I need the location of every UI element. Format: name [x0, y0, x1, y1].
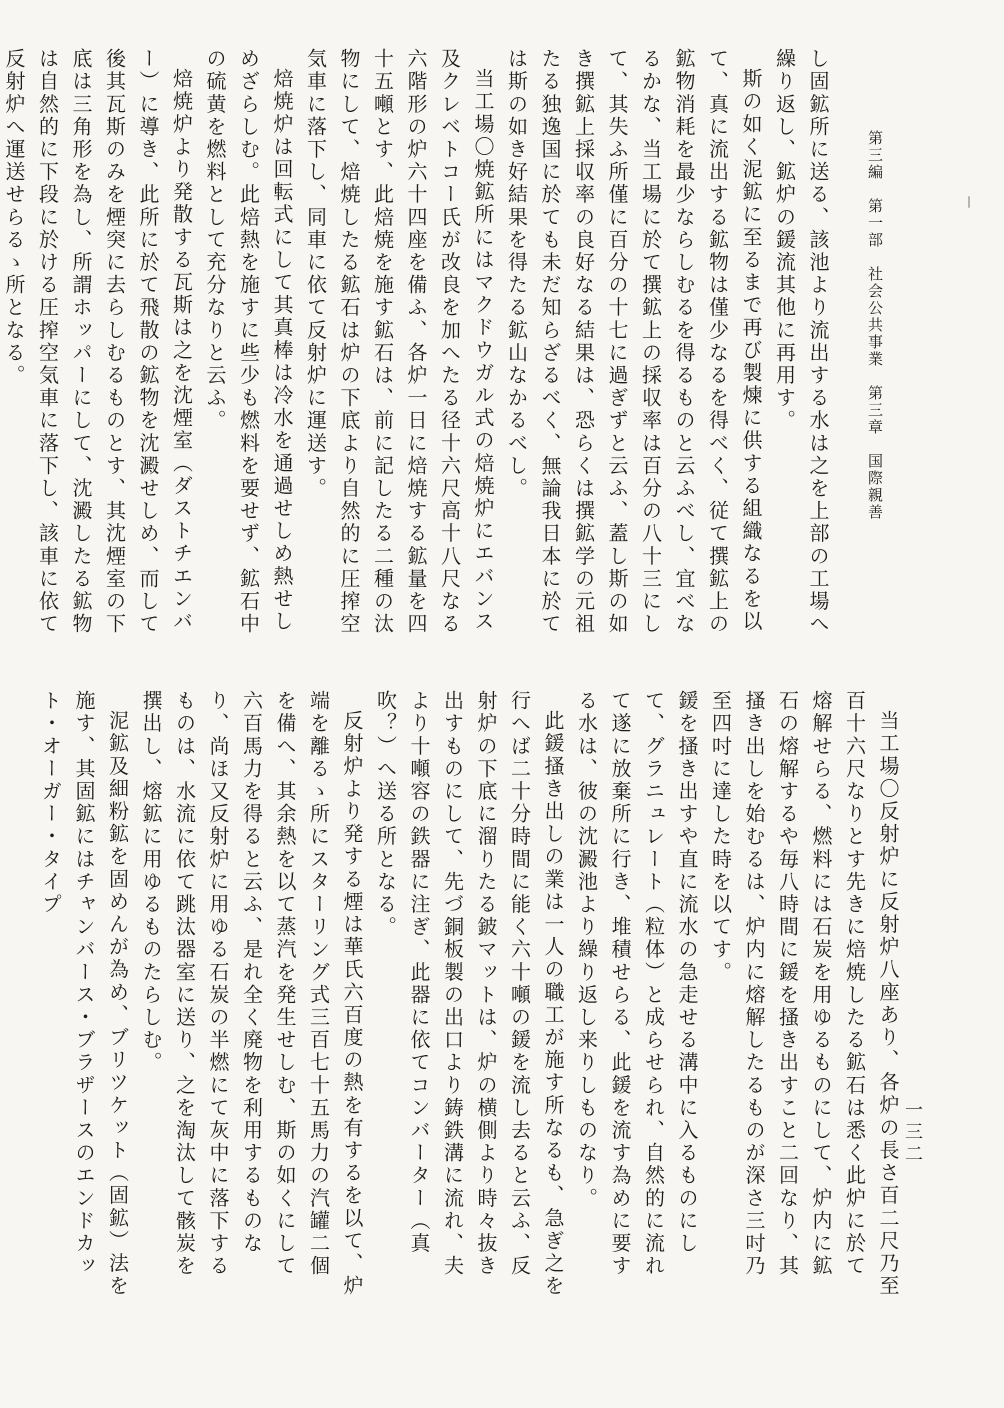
paragraph: 焙焼炉より発散する瓦斯は之を沈煙室（ダストチエンバー）に導き、此所に於て飛散の鉱物を沈澱せしめ、而して後其瓦斯のみを煙突に去らしむるものとす、其沈煙室の下底は三角形を為し、所謂ホッパーにして、沈澱したる鉱物は自然的に下段に於ける圧搾空気車に落下し、該車に依て反射炉へ運送せらるゝ所となる。 — [2, 48, 194, 636]
running-header: 第三編 第一部 社会公共事業 第三章 国際親善 — [866, 130, 884, 521]
paragraph: 焙焼炉は回転式にして其真棒は冷水を通過せしめ熱せしめざらしむ。此焙熱を施すに些少も燃料を要せず、鉱石中の硫黄を燃料として充分なりと云ふ。 — [203, 48, 294, 636]
paragraph: 当工場〇焼鉱所にはマクドウガル式の焙焼炉にエバンス及クレベトコー氏が改良を加へたる径十六尺高十八尺なる六階形の炉六十四座を備ふ、各炉一日に焙焼する鉱量を四十五噸とす、此焙焼を施す鉱石は、前に記したる二種の汰物にして、焙焼したる鉱石は炉の下底より自然的に圧搾空気車に落下し、同車に依て反射炉に運送す。 — [303, 48, 495, 636]
paragraph: 反射炉より発する煙は華氏六百度の熱を有するを以て、炉端を離るゝ所にスターリング式三百七十五馬力の汽罐二個を備へ、其余熱を以て蒸汽を発生せしむ、斯の如くにして六百馬力を得ると云ふ、是れ全く廃物を利用するものなり、尚ほ又反射炉に用ゆる石炭の半燃にて灰中に落下するものは、水流に依て跳汰器室に送り、之を淘汰して骸炭を撰出し、熔鉱に用ゆるものたらしむ。 — [139, 690, 364, 1298]
paragraph: 斯の如く泥鉱に至るまで再び製煉に供する組織なるを以て、真に流出する鉱物は僅少なるを得べく、従て撰鉱上の鉱物消耗を最少ならしむるを得るものと云ふべし、宜べなるかな、当工場に於て撰鉱上の採収率は百分の八十三にして、其失ふ所僅に百分の十七に過ぎずと云ふ、蓋し斯の如き撰鉱上採収率の良好なる結果は、恐らくは撰鉱学の元祖たる独逸国に於ても未だ知らざるべく、無論我日本に於ては斯の如き好結果を得たる鉱山なかるべし。 — [504, 48, 763, 636]
page-number: 一三二 — [902, 1100, 923, 1166]
scan-mark — [968, 196, 970, 208]
top-text-block — [2, 48, 834, 640]
paragraph: し固鉱所に送る、該池より流出する水は之を上部の工場へ繰り返し、鉱炉の鍰流其他に再用す。 — [772, 48, 830, 636]
paragraph: 此鍰搔き出しの業は一人の職工が施す所なるも、急ぎ之を行へば二十分時間に能く六十噸の鍰を流し去ると云ふ、反射炉の下底に溜りたる鈹マットは、炉の横側より時々抜き出すものにして、先づ銅板製の出口より鋳鉄溝に流れ、夫より十噸容の鉄器に注ぎ、此器に依てコンバーター（真吹？）へ送る所となる。 — [373, 690, 565, 1298]
paragraph: 当工場〇反射炉に反射炉八座あり、各炉の長さ百二尺乃至百十六尺なりとす先きに焙焼したる鉱石は悉く此炉に於て熔解せらる、燃料には石炭を用ゆるものにして、炉内に鉱石の熔解するや毎八時間に鍰を搔き出すこと二回なり、其搔き出しを始むるは、炉内に熔解したるものが深さ三吋乃至四吋に達した時を以てす。 — [708, 690, 900, 1298]
paragraph: 鍰を搔き出すや直に流水の急走せる溝中に入るものにして、グラニュレート（粒体）と成らせられ、自然的に流れて遂に放棄所に行き、堆積せらる、此鍰を流す為めに要する水は、彼の沈澱池より繰り返し来りしものなり。 — [574, 690, 699, 1278]
bottom-text-block — [38, 690, 904, 1300]
paragraph: 泥鉱及細粉鉱を固めんが為め、ブリツケット（固鉱）法を施す、其固鉱にはチャンバース・ブラザースのエンドカット・オーガー・タイプ — [38, 690, 130, 1298]
